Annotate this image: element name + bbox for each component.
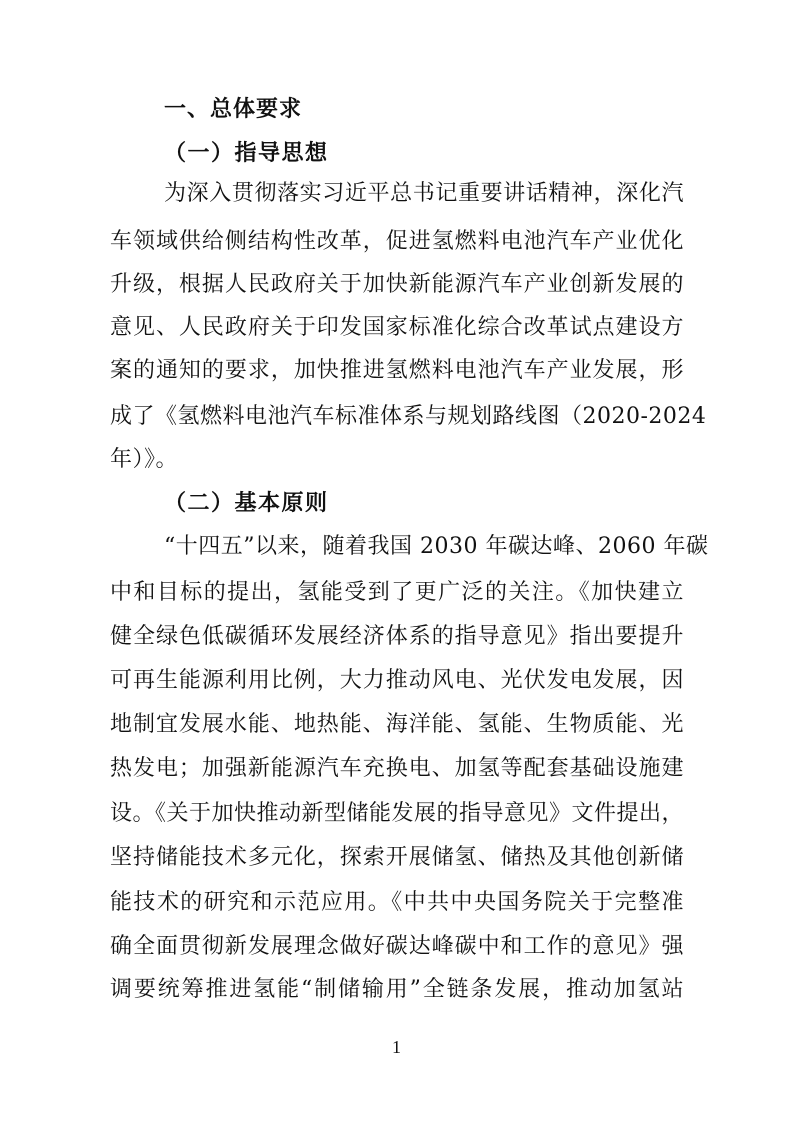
paragraph-line: 中和目标的提出，氢能受到了更广泛的关注。《加快建立 [110, 580, 684, 605]
paragraph-line: 确全面贯彻新发展理念做好碳达峰碳中和工作的意见》强 [110, 934, 684, 959]
paragraph-line: 意见、人民政府关于印发国家标准化综合改革试点建设方 [110, 315, 684, 340]
paragraph-line: 升级，根据人民政府关于加快新能源汽车产业创新发展的 [110, 272, 684, 297]
paragraph-line: “十四五”以来，随着我国 2030 年碳达峰、2060 年碳 [164, 534, 709, 559]
paragraph-line: 能技术的研究和示范应用。《中共中央国务院关于完整准 [110, 890, 684, 915]
paragraph-line: 可再生能源利用比例，大力推动风电、光伏发电发展，因 [110, 668, 684, 693]
section-heading: 一、总体要求 [164, 97, 303, 122]
paragraph-line: 健全绿色低碳循环发展经济体系的指导意见》指出要提升 [110, 624, 684, 649]
page-number: 1 [392, 1037, 401, 1057]
paragraph-line: 车领域供给侧结构性改革，促进氢燃料电池汽车产业优化 [110, 229, 684, 254]
paragraph-line: 坚持储能技术多元化，探索开展储氢、储热及其他创新储 [110, 845, 684, 870]
subsection-heading-basic-principles: （二）基本原则 [164, 490, 329, 516]
paragraph-line: 调要统筹推进氢能“制储输用”全链条发展，推动加氢站 [110, 977, 684, 1002]
paragraph-line: 设。《关于加快推动新型储能发展的指导意见》文件提出， [110, 801, 685, 826]
paragraph-line: 为深入贯彻落实习近平总书记重要讲话精神，深化汽 [164, 181, 684, 206]
subsection-heading-guiding-ideology: （一）指导思想 [164, 140, 329, 166]
paragraph-line: 年）》。 [110, 447, 179, 472]
paragraph-line: 案的通知的要求，加快推进氢燃料电池汽车产业发展，形 [110, 358, 684, 383]
paragraph-line: 成了《氢燃料电池汽车标准体系与规划路线图（2020-2024 [110, 404, 707, 429]
paragraph-line: 地制宜发展水能、地热能、海洋能、氢能、生物质能、光 [110, 712, 684, 737]
paragraph-line: 热发电；加强新能源汽车充换电、加氢等配套基础设施建 [110, 756, 684, 781]
